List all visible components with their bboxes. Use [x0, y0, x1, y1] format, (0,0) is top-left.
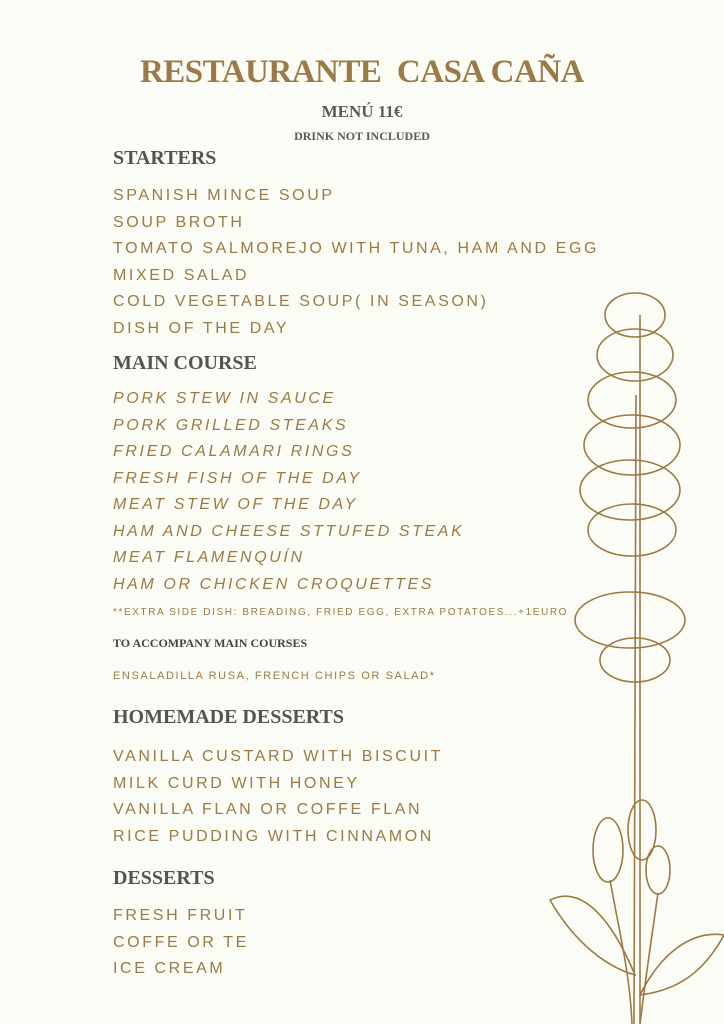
list-item: MILK CURD WITH HONEY [113, 774, 360, 792]
list-item: RICE PUDDING WITH CINNAMON [113, 827, 434, 845]
desserts-heading: DESSERTS [113, 867, 215, 889]
list-item: MIXED SALAD [113, 266, 250, 284]
list-item: DISH OF THE DAY [113, 319, 290, 337]
list-item: HAM OR CHICKEN CROQUETTES [113, 575, 435, 593]
lavender-illustration [540, 275, 724, 1024]
list-item: PORK STEW IN SAUCE [113, 390, 336, 407]
list-item: MEAT FLAMENQUÍN [113, 549, 305, 566]
extra-side-note: **EXTRA SIDE DISH: BREADING, FRIED EGG, EXTRA POTATOES...+1EURO [113, 607, 569, 618]
accompany-text: ENSALADILLA RUSA, FRENCH CHIPS OR SALAD* [113, 670, 436, 682]
list-item: ICE CREAM [113, 960, 226, 977]
list-item: FRESH FISH OF THE DAY [113, 469, 362, 487]
main-course-heading: MAIN COURSE [113, 352, 257, 374]
list-item: VANILLA CUSTARD WITH BISCUIT [113, 748, 444, 765]
list-item: TOMATO SALMOREJO WITH TUNA, HAM AND EGG [113, 240, 600, 257]
drink-note: DRINK NOT INCLUDED [294, 129, 430, 143]
restaurant-title: RESTAURANTE CASA CAÑA [139, 54, 585, 90]
desserts-list [113, 903, 249, 983]
list-item: FRIED CALAMARI RINGS [113, 443, 355, 460]
buds [593, 800, 670, 1024]
accompany-heading: TO ACCOMPANY MAIN COURSES [113, 636, 308, 650]
list-item: SPANISH MINCE SOUP [113, 187, 335, 204]
flower-spike-top [575, 293, 685, 682]
list-item: FRESH FRUIT [113, 907, 248, 924]
list-item: COLD VEGETABLE SOUP( IN SEASON) [113, 293, 489, 310]
main-course-list [113, 386, 464, 598]
homemade-desserts-heading: HOMEMADE DESSERTS [113, 706, 345, 728]
homemade-desserts-list [113, 744, 443, 850]
list-item: SOUP BROTH [113, 213, 245, 231]
leaves [550, 896, 724, 995]
list-item: COFFE OR TE [113, 933, 249, 951]
list-item: HAM AND CHEESE STTUFED STEAK [113, 522, 465, 540]
starters-heading: STARTERS [113, 147, 217, 169]
list-item: MEAT STEW OF THE DAY [113, 496, 358, 513]
list-item: VANILLA FLAN OR COFFE FLAN [113, 801, 423, 818]
menu-price: MENÚ 11€ [321, 102, 403, 121]
starters-list [113, 183, 599, 342]
list-item: PORK GRILLED STEAKS [113, 416, 349, 434]
